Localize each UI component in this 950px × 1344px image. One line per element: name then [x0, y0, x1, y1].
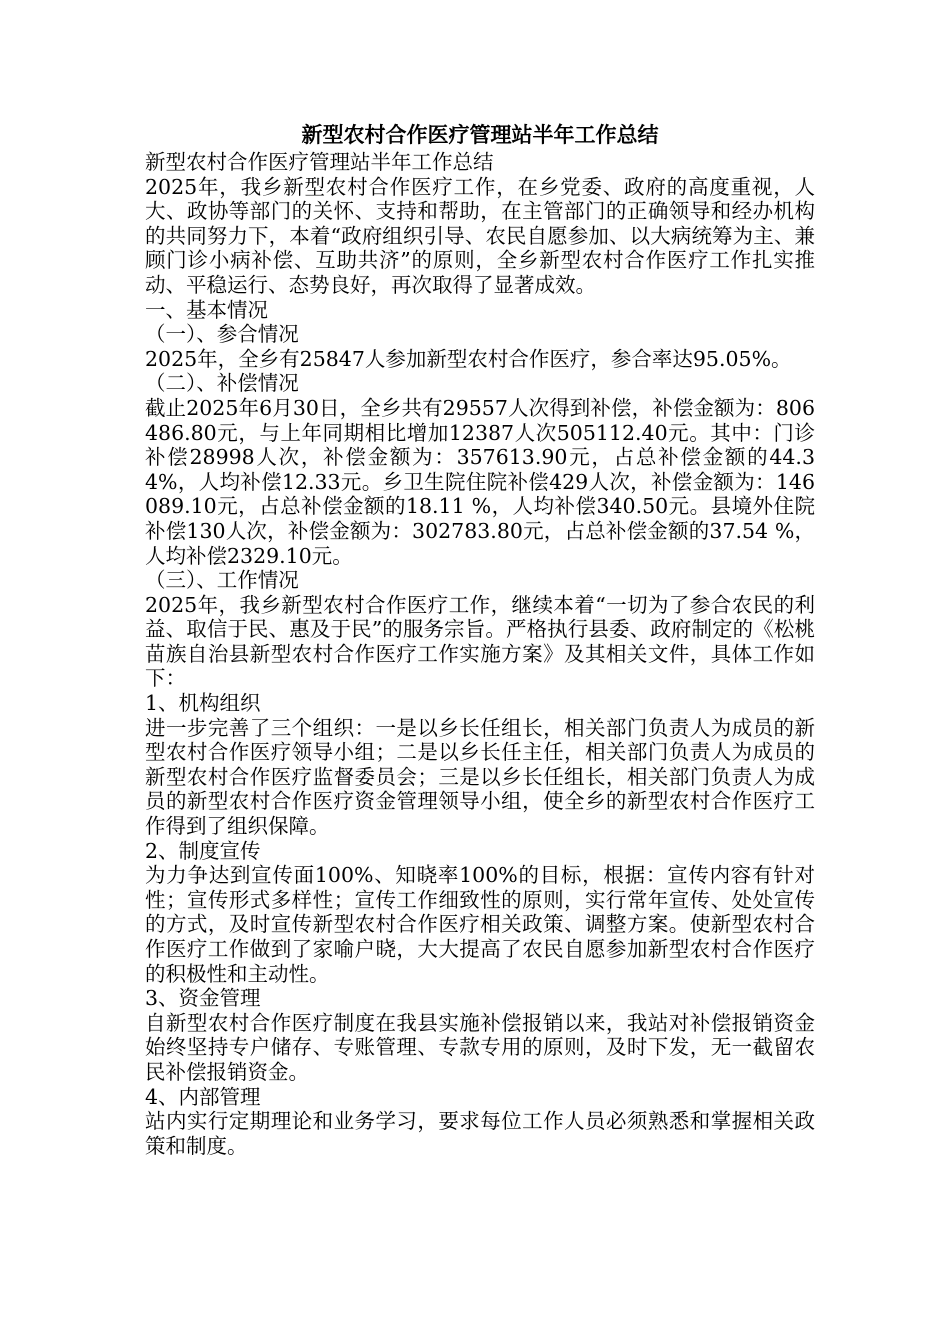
work-paragraph: 2025年，我乡新型农村合作医疗工作，继续本着“一切为了参合农民的利益、取信于民、惠及于民”的服务宗旨。严格执行县委、政府制定的《松桃苗族自治县新型农村合作医疗工作实施方案》及其相关文件，具体工作如下：	[145, 592, 815, 691]
document-subtitle: 新型农村合作医疗管理站半年工作总结	[145, 150, 494, 174]
enrollment-paragraph: 2025年，全乡有25847人参加新型农村合作医疗，参合率达95.05%。	[145, 346, 792, 371]
item-heading-internal-management: 4、内部管理	[145, 1084, 261, 1109]
subsection-heading-compensation: （二）、补偿情况	[145, 371, 299, 396]
intro-paragraph: 2025年，我乡新型农村合作医疗工作，在乡党委、政府的高度重视，人大、政协等部门的关怀、支持和帮助，在主管部门的正确领导和经办机构的共同努力下，本着“政府组织引导、农民自愿参加、以大病统筹为主、兼顾门诊小病补偿、互助共济”的原则，全乡新型农村合作医疗工作扎实推动、平稳运行、态势良好，再次取得了显著成效。	[145, 174, 815, 297]
fund-management-paragraph: 自新型农村合作医疗制度在我县实施补偿报销以来，我站对补偿报销资金始终坚持专户储存、专账管理、专款专用的原则，及时下发，无一截留农民补偿报销资金。	[145, 1010, 815, 1084]
subsection-heading-enrollment: （一）、参合情况	[145, 322, 299, 347]
item-heading-publicity: 2、制度宣传	[145, 838, 261, 863]
section-heading-basic-situation: 一、基本情况	[145, 297, 268, 322]
item-heading-fund-management: 3、资金管理	[145, 986, 261, 1011]
compensation-paragraph: 截止2025年6月30日，全乡共有29557人次得到补偿，补偿金额为：806486.80元，与上年同期相比增加12387人次505112.40元。其中：门诊补偿28998人次，补偿金额为：357613.90元，占总补偿金额的44.34%，人均补偿12.33元。乡卫生院住院补偿429人次，补偿金额为：146089.10元，占总补偿金额的18.11 %，人均补偿340.50元。县境外住院补偿130人次，补偿金额为：302783.80元，占总补偿金额的37.54 %，人均补偿2329.10元。	[145, 395, 815, 568]
publicity-paragraph: 为力争达到宣传面100%、知晓率100%的目标，根据：宣传内容有针对性；宣传形式多样性；宣传工作细致性的原则，实行常年宣传、处处宣传的方式，及时宣传新型农村合作医疗相关政策、调整方案。使新型农村合作医疗工作做到了家喻户晓，大大提高了农民自愿参加新型农村合作医疗的积极性和主动性。	[145, 863, 815, 986]
organization-paragraph: 进一步完善了三个组织：一是以乡长任组长，相关部门负责人为成员的新型农村合作医疗领导小组；二是以乡长任主任，相关部门负责人为成员的新型农村合作医疗监督委员会；三是以乡长任组长，相关部门负责人为成员的新型农村合作医疗资金管理领导小组，使全乡的新型农村合作医疗工作得到了组织保障。	[145, 715, 815, 839]
subsection-heading-work: （三）、工作情况	[145, 568, 299, 593]
internal-management-paragraph: 站内实行定期理论和业务学习，要求每位工作人员必须熟悉和掌握相关政策和制度。	[145, 1109, 815, 1158]
document-title: 新型农村合作医疗管理站半年工作总结	[301, 122, 659, 147]
document-page	[145, 121, 815, 1158]
item-heading-organization: 1、机构组织	[145, 691, 261, 716]
